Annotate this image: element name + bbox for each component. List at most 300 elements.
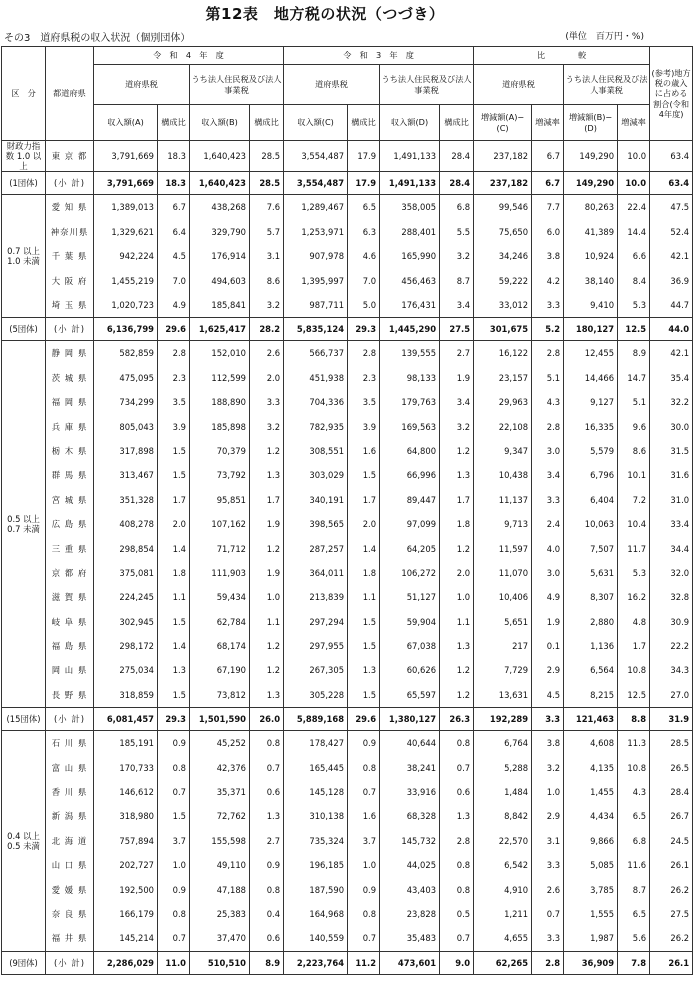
subtotal-value: 62,265 — [474, 951, 532, 974]
subtotal-value: 27.5 — [440, 318, 474, 341]
cell-value: 2.0 — [250, 366, 284, 390]
cell-value: 4.5 — [532, 683, 564, 708]
cell-value: 5,651 — [474, 609, 532, 633]
cell-value: 5.5 — [440, 220, 474, 244]
cell-value: 185,191 — [94, 731, 158, 756]
subtotal-value: 1,640,423 — [190, 172, 250, 195]
cell-value: 298,172 — [94, 634, 158, 658]
cell-value: 1.3 — [158, 658, 190, 682]
cell-value: 1,136 — [564, 634, 618, 658]
cell-value: 942,224 — [94, 244, 158, 268]
subtotal-value: 18.3 — [158, 172, 190, 195]
table-row — [2, 804, 693, 828]
cell-value: 2.6 — [250, 341, 284, 366]
cell-value: 2.6 — [532, 877, 564, 901]
subtotal-value: 3.3 — [532, 708, 564, 731]
header-uchi-r4: うち法人住民税及び法人事業税 — [190, 65, 284, 105]
table-row — [2, 780, 693, 804]
cell-value: 34,246 — [474, 244, 532, 268]
cell-value: 2,880 — [564, 609, 618, 633]
prefecture-name: 埼 玉 県 — [46, 293, 94, 318]
cell-value: 329,790 — [190, 220, 250, 244]
cell-value: 10,406 — [474, 585, 532, 609]
cell-value: 5.1 — [532, 366, 564, 390]
cell-value: 3.9 — [348, 414, 380, 438]
cell-value: 0.9 — [250, 853, 284, 877]
table-row — [2, 366, 693, 390]
cell-value: 6.8 — [440, 195, 474, 220]
cell-value: 1.3 — [440, 804, 474, 828]
subtotal-label: (小 計) — [46, 708, 94, 731]
cell-value: 34.4 — [650, 536, 693, 560]
cell-value: 1.3 — [250, 683, 284, 708]
cell-value: 97,099 — [380, 512, 440, 536]
cell-value: 0.4 — [250, 902, 284, 926]
cell-value: 63.4 — [650, 141, 693, 172]
cell-value: 1.0 — [348, 853, 380, 877]
cell-value: 18.3 — [158, 141, 190, 172]
table-row — [2, 609, 693, 633]
subtotal-row — [2, 951, 693, 974]
cell-value: 566,737 — [284, 341, 348, 366]
cell-value: 1.0 — [250, 585, 284, 609]
cell-value: 202,727 — [94, 853, 158, 877]
cell-value: 5,085 — [564, 853, 618, 877]
cell-value: 5.3 — [618, 293, 650, 318]
cell-value: 44.7 — [650, 293, 693, 318]
cell-value: 1.7 — [440, 488, 474, 512]
cell-value: 1.0 — [532, 780, 564, 804]
cell-value: 1,253,971 — [284, 220, 348, 244]
table-row — [2, 561, 693, 585]
subtotal-value: 301,675 — [474, 318, 532, 341]
cell-value: 35.4 — [650, 366, 693, 390]
cell-value: 3.2 — [532, 755, 564, 779]
cell-value: 1.4 — [158, 634, 190, 658]
cell-value: 364,011 — [284, 561, 348, 585]
cell-value: 1.8 — [348, 561, 380, 585]
cell-value: 358,005 — [380, 195, 440, 220]
cell-value: 1,389,013 — [94, 195, 158, 220]
cell-value: 33,916 — [380, 780, 440, 804]
cell-value: 303,029 — [284, 463, 348, 487]
cell-value: 4,910 — [474, 877, 532, 901]
table-subtitle: その3 道府県税の収入状況（個別団体） — [4, 33, 191, 44]
cell-value: 267,305 — [284, 658, 348, 682]
cell-value: 3.1 — [250, 244, 284, 268]
cell-value: 152,010 — [190, 341, 250, 366]
prefecture-name: 長 野 県 — [46, 683, 94, 708]
cell-value: 49,110 — [190, 853, 250, 877]
subtotal-label: (小 計) — [46, 172, 94, 195]
subtotal-value: 11.2 — [348, 951, 380, 974]
cell-value: 149,290 — [564, 141, 618, 172]
cell-value: 68,328 — [380, 804, 440, 828]
cell-value: 1.2 — [440, 439, 474, 463]
prefecture-name: 東 京 都 — [46, 141, 94, 172]
cell-value: 59,222 — [474, 268, 532, 292]
cell-value: 2.9 — [532, 804, 564, 828]
subtotal-value: 1,380,127 — [380, 708, 440, 731]
cell-value: 2.0 — [348, 512, 380, 536]
header-shunyu-b: 収入額(B) — [190, 105, 250, 141]
cell-value: 2.9 — [532, 658, 564, 682]
cell-value: 1,455,219 — [94, 268, 158, 292]
cell-value: 5.1 — [618, 390, 650, 414]
cell-value: 106,272 — [380, 561, 440, 585]
cell-value: 2.8 — [532, 414, 564, 438]
cell-value: 494,603 — [190, 268, 250, 292]
cell-value: 8.9 — [618, 341, 650, 366]
subtotal-value: 510,510 — [190, 951, 250, 974]
cell-value: 8,215 — [564, 683, 618, 708]
header-zougenritsu: 増減率 — [532, 105, 564, 141]
subtotal-value: 180,127 — [564, 318, 618, 341]
cell-value: 734,299 — [94, 390, 158, 414]
table-row — [2, 877, 693, 901]
cell-value: 80,263 — [564, 195, 618, 220]
cell-value: 1,455 — [564, 780, 618, 804]
cell-value: 0.9 — [348, 731, 380, 756]
cell-value: 287,257 — [284, 536, 348, 560]
cell-value: 41,389 — [564, 220, 618, 244]
prefecture-name: 愛 媛 県 — [46, 877, 94, 901]
cell-value: 11.6 — [618, 853, 650, 877]
cell-value: 28.5 — [650, 731, 693, 756]
cell-value: 5.0 — [348, 293, 380, 318]
cell-value: 4,655 — [474, 926, 532, 951]
cell-value: 6.3 — [348, 220, 380, 244]
cell-value: 12.5 — [618, 683, 650, 708]
cell-value: 1.2 — [250, 439, 284, 463]
cell-value: 2.7 — [440, 341, 474, 366]
cell-value: 8.6 — [618, 439, 650, 463]
prefecture-name: 福 島 県 — [46, 634, 94, 658]
subtotal-row — [2, 708, 693, 731]
cell-value: 27.0 — [650, 683, 693, 708]
cell-value: 71,712 — [190, 536, 250, 560]
cell-value: 3.2 — [440, 414, 474, 438]
table-row — [2, 463, 693, 487]
cell-value: 3.5 — [158, 390, 190, 414]
cell-value: 1,484 — [474, 780, 532, 804]
subtotal-value: 11.0 — [158, 951, 190, 974]
cell-value: 1.6 — [348, 804, 380, 828]
subtotal-label: (小 計) — [46, 951, 94, 974]
cell-value: 1.3 — [440, 463, 474, 487]
cell-value: 213,839 — [284, 585, 348, 609]
cell-value: 0.8 — [250, 731, 284, 756]
prefecture-name: 群 馬 県 — [46, 463, 94, 487]
cell-value: 0.8 — [440, 853, 474, 877]
subtotal-value: 9.0 — [440, 951, 474, 974]
cell-value: 31.0 — [650, 488, 693, 512]
cell-value: 112,599 — [190, 366, 250, 390]
table-row — [2, 293, 693, 318]
cell-value: 30.0 — [650, 414, 693, 438]
cell-value: 52.4 — [650, 220, 693, 244]
table-row — [2, 658, 693, 682]
cell-value: 192,500 — [94, 877, 158, 901]
table-row — [2, 902, 693, 926]
header-shunyu-c: 収入額(C) — [284, 105, 348, 141]
cell-value: 26.7 — [650, 804, 693, 828]
cell-value: 7.7 — [532, 195, 564, 220]
band-label: 0.5 以上 0.7 未満 — [2, 341, 46, 708]
cell-value: 4.3 — [532, 390, 564, 414]
prefecture-name: 宮 城 県 — [46, 488, 94, 512]
cell-value: 9.6 — [618, 414, 650, 438]
cell-value: 805,043 — [94, 414, 158, 438]
table-row — [2, 341, 693, 366]
cell-value: 351,328 — [94, 488, 158, 512]
cell-value: 47.5 — [650, 195, 693, 220]
cell-value: 8.7 — [618, 877, 650, 901]
cell-value: 42.1 — [650, 341, 693, 366]
cell-value: 3.4 — [440, 293, 474, 318]
cell-value: 0.1 — [532, 634, 564, 658]
cell-value: 3.2 — [250, 414, 284, 438]
cell-value: 3.0 — [532, 439, 564, 463]
cell-value: 68,174 — [190, 634, 250, 658]
cell-value: 165,445 — [284, 755, 348, 779]
cell-value: 237,182 — [474, 141, 532, 172]
header-ref: (参考)地方税の歳入に占める割合(令和4年度) — [650, 47, 693, 141]
cell-value: 4.9 — [158, 293, 190, 318]
cell-value: 288,401 — [380, 220, 440, 244]
table-row — [2, 755, 693, 779]
cell-value: 6.0 — [532, 220, 564, 244]
cell-value: 75,650 — [474, 220, 532, 244]
cell-value: 0.9 — [158, 877, 190, 901]
cell-value: 6.7 — [532, 141, 564, 172]
table-row — [2, 683, 693, 708]
cell-value: 25,383 — [190, 902, 250, 926]
cell-value: 704,336 — [284, 390, 348, 414]
cell-value: 43,403 — [380, 877, 440, 901]
header-kosei: 構成比 — [440, 105, 474, 141]
prefecture-name: 福 岡 県 — [46, 390, 94, 414]
table-row — [2, 244, 693, 268]
cell-value: 9,347 — [474, 439, 532, 463]
subtotal-value: 6.7 — [532, 172, 564, 195]
cell-value: 1.6 — [348, 439, 380, 463]
cell-value: 4.8 — [618, 609, 650, 633]
cell-value: 1.3 — [250, 804, 284, 828]
cell-value: 16,122 — [474, 341, 532, 366]
cell-value: 26.2 — [650, 877, 693, 901]
cell-value: 34.3 — [650, 658, 693, 682]
cell-value: 47,188 — [190, 877, 250, 901]
group-count: (1団体) — [2, 172, 46, 195]
cell-value: 3.5 — [348, 390, 380, 414]
cell-value: 1.2 — [440, 536, 474, 560]
header-zougenritsu: 増減率 — [618, 105, 650, 141]
subtotal-value: 3,554,487 — [284, 172, 348, 195]
prefecture-name: 滋 賀 県 — [46, 585, 94, 609]
cell-value: 1.0 — [158, 853, 190, 877]
cell-value: 0.8 — [158, 755, 190, 779]
cell-value: 456,463 — [380, 268, 440, 292]
subtotal-value: 1,491,133 — [380, 172, 440, 195]
cell-value: 11,597 — [474, 536, 532, 560]
cell-value: 4,608 — [564, 731, 618, 756]
cell-value: 38,140 — [564, 268, 618, 292]
table-row — [2, 390, 693, 414]
prefecture-name: 大 阪 府 — [46, 268, 94, 292]
prefecture-name: 京 都 府 — [46, 561, 94, 585]
cell-value: 0.7 — [348, 780, 380, 804]
cell-value: 140,559 — [284, 926, 348, 951]
cell-value: 735,324 — [284, 829, 348, 853]
header-hikaku: 比 較 — [474, 47, 650, 65]
cell-value: 2.3 — [158, 366, 190, 390]
cell-value: 139,555 — [380, 341, 440, 366]
cell-value: 1.9 — [250, 561, 284, 585]
cell-value: 1.7 — [158, 488, 190, 512]
cell-value: 1,640,423 — [190, 141, 250, 172]
subtotal-row — [2, 318, 693, 341]
cell-value: 5.7 — [250, 220, 284, 244]
header-shunyu-a: 収入額(A) — [94, 105, 158, 141]
cell-value: 275,034 — [94, 658, 158, 682]
cell-value: 33.4 — [650, 512, 693, 536]
table-row — [2, 926, 693, 951]
cell-value: 95,851 — [190, 488, 250, 512]
cell-value: 1.5 — [158, 683, 190, 708]
page-title: 第12表 地方税の状況（つづき） — [205, 5, 445, 23]
cell-value: 310,138 — [284, 804, 348, 828]
subtotal-value: 8.9 — [250, 951, 284, 974]
cell-value: 3,791,669 — [94, 141, 158, 172]
cell-value: 2.4 — [532, 512, 564, 536]
cell-value: 8,842 — [474, 804, 532, 828]
cell-value: 317,898 — [94, 439, 158, 463]
subtotal-value: 10.0 — [618, 172, 650, 195]
subtotal-value: 28.5 — [250, 172, 284, 195]
cell-value: 3.3 — [532, 293, 564, 318]
prefecture-name: 山 口 県 — [46, 853, 94, 877]
table-row — [2, 853, 693, 877]
header-zougen-ac: 増減額(A)−(C) — [474, 105, 532, 141]
subtotal-value: 29.6 — [348, 708, 380, 731]
cell-value: 1.2 — [440, 658, 474, 682]
cell-value: 1.3 — [440, 634, 474, 658]
header-r4: 令 和 4 年 度 — [94, 47, 284, 65]
cell-value: 64,205 — [380, 536, 440, 560]
header-uchi-r3: うち法人住民税及び法人事業税 — [380, 65, 474, 105]
cell-value: 12,455 — [564, 341, 618, 366]
cell-value: 3,554,487 — [284, 141, 348, 172]
cell-value: 111,903 — [190, 561, 250, 585]
cell-value: 6.8 — [618, 829, 650, 853]
subtotal-value: 149,290 — [564, 172, 618, 195]
subtotal-value: 12.5 — [618, 318, 650, 341]
cell-value: 36.9 — [650, 268, 693, 292]
cell-value: 1.3 — [348, 658, 380, 682]
cell-value: 0.7 — [532, 902, 564, 926]
cell-value: 757,894 — [94, 829, 158, 853]
cell-value: 32.0 — [650, 561, 693, 585]
cell-value: 6,404 — [564, 488, 618, 512]
cell-value: 1,329,621 — [94, 220, 158, 244]
prefecture-name: 奈 良 県 — [46, 902, 94, 926]
cell-value: 3.9 — [158, 414, 190, 438]
cell-value: 0.5 — [440, 902, 474, 926]
cell-value: 0.6 — [250, 780, 284, 804]
cell-value: 2.7 — [250, 829, 284, 853]
cell-value: 907,978 — [284, 244, 348, 268]
table-row — [2, 220, 693, 244]
cell-value: 145,214 — [94, 926, 158, 951]
cell-value: 10.8 — [618, 658, 650, 682]
cell-value: 6.5 — [348, 195, 380, 220]
cell-value: 1.7 — [618, 634, 650, 658]
cell-value: 8,307 — [564, 585, 618, 609]
subtotal-value: 5,889,168 — [284, 708, 348, 731]
cell-value: 9,866 — [564, 829, 618, 853]
cell-value: 45,252 — [190, 731, 250, 756]
subtotal-value: 6,136,799 — [94, 318, 158, 341]
cell-value: 0.8 — [348, 902, 380, 926]
cell-value: 27.5 — [650, 902, 693, 926]
table-row — [2, 268, 693, 292]
cell-value: 10.4 — [618, 512, 650, 536]
cell-value: 64,800 — [380, 439, 440, 463]
cell-value: 62,784 — [190, 609, 250, 633]
table-row — [2, 141, 693, 172]
cell-value: 0.8 — [158, 902, 190, 926]
band-label: 0.4 以上 0.5 未満 — [2, 731, 46, 952]
cell-value: 1.8 — [440, 512, 474, 536]
cell-value: 1.5 — [158, 463, 190, 487]
cell-value: 1.5 — [158, 439, 190, 463]
cell-value: 38,241 — [380, 755, 440, 779]
table-body — [2, 141, 693, 975]
table-row — [2, 512, 693, 536]
subtotal-value: 29.3 — [348, 318, 380, 341]
header-r3: 令 和 3 年 度 — [284, 47, 474, 65]
cell-value: 375,081 — [94, 561, 158, 585]
prefecture-name: 三 重 県 — [46, 536, 94, 560]
cell-value: 16.2 — [618, 585, 650, 609]
cell-value: 0.7 — [440, 926, 474, 951]
cell-value: 217 — [474, 634, 532, 658]
cell-value: 7.0 — [158, 268, 190, 292]
cell-value: 987,711 — [284, 293, 348, 318]
cell-value: 22,570 — [474, 829, 532, 853]
prefecture-name: 千 葉 県 — [46, 244, 94, 268]
cell-value: 11.7 — [618, 536, 650, 560]
cell-value: 297,294 — [284, 609, 348, 633]
cell-value: 4.3 — [618, 780, 650, 804]
band-label: 0.7 以上 1.0 未満 — [2, 195, 46, 318]
prefecture-name: 神奈川県 — [46, 220, 94, 244]
cell-value: 65,597 — [380, 683, 440, 708]
prefecture-name: 岐 阜 県 — [46, 609, 94, 633]
cell-value: 6,542 — [474, 853, 532, 877]
cell-value: 178,427 — [284, 731, 348, 756]
prefecture-name: 北 海 道 — [46, 829, 94, 853]
cell-value: 0.9 — [158, 731, 190, 756]
cell-value: 42.1 — [650, 244, 693, 268]
cell-value: 42,376 — [190, 755, 250, 779]
prefecture-name: 新 潟 県 — [46, 804, 94, 828]
cell-value: 11.3 — [618, 731, 650, 756]
cell-value: 11,137 — [474, 488, 532, 512]
cell-value: 4,135 — [564, 755, 618, 779]
cell-value: 1,987 — [564, 926, 618, 951]
